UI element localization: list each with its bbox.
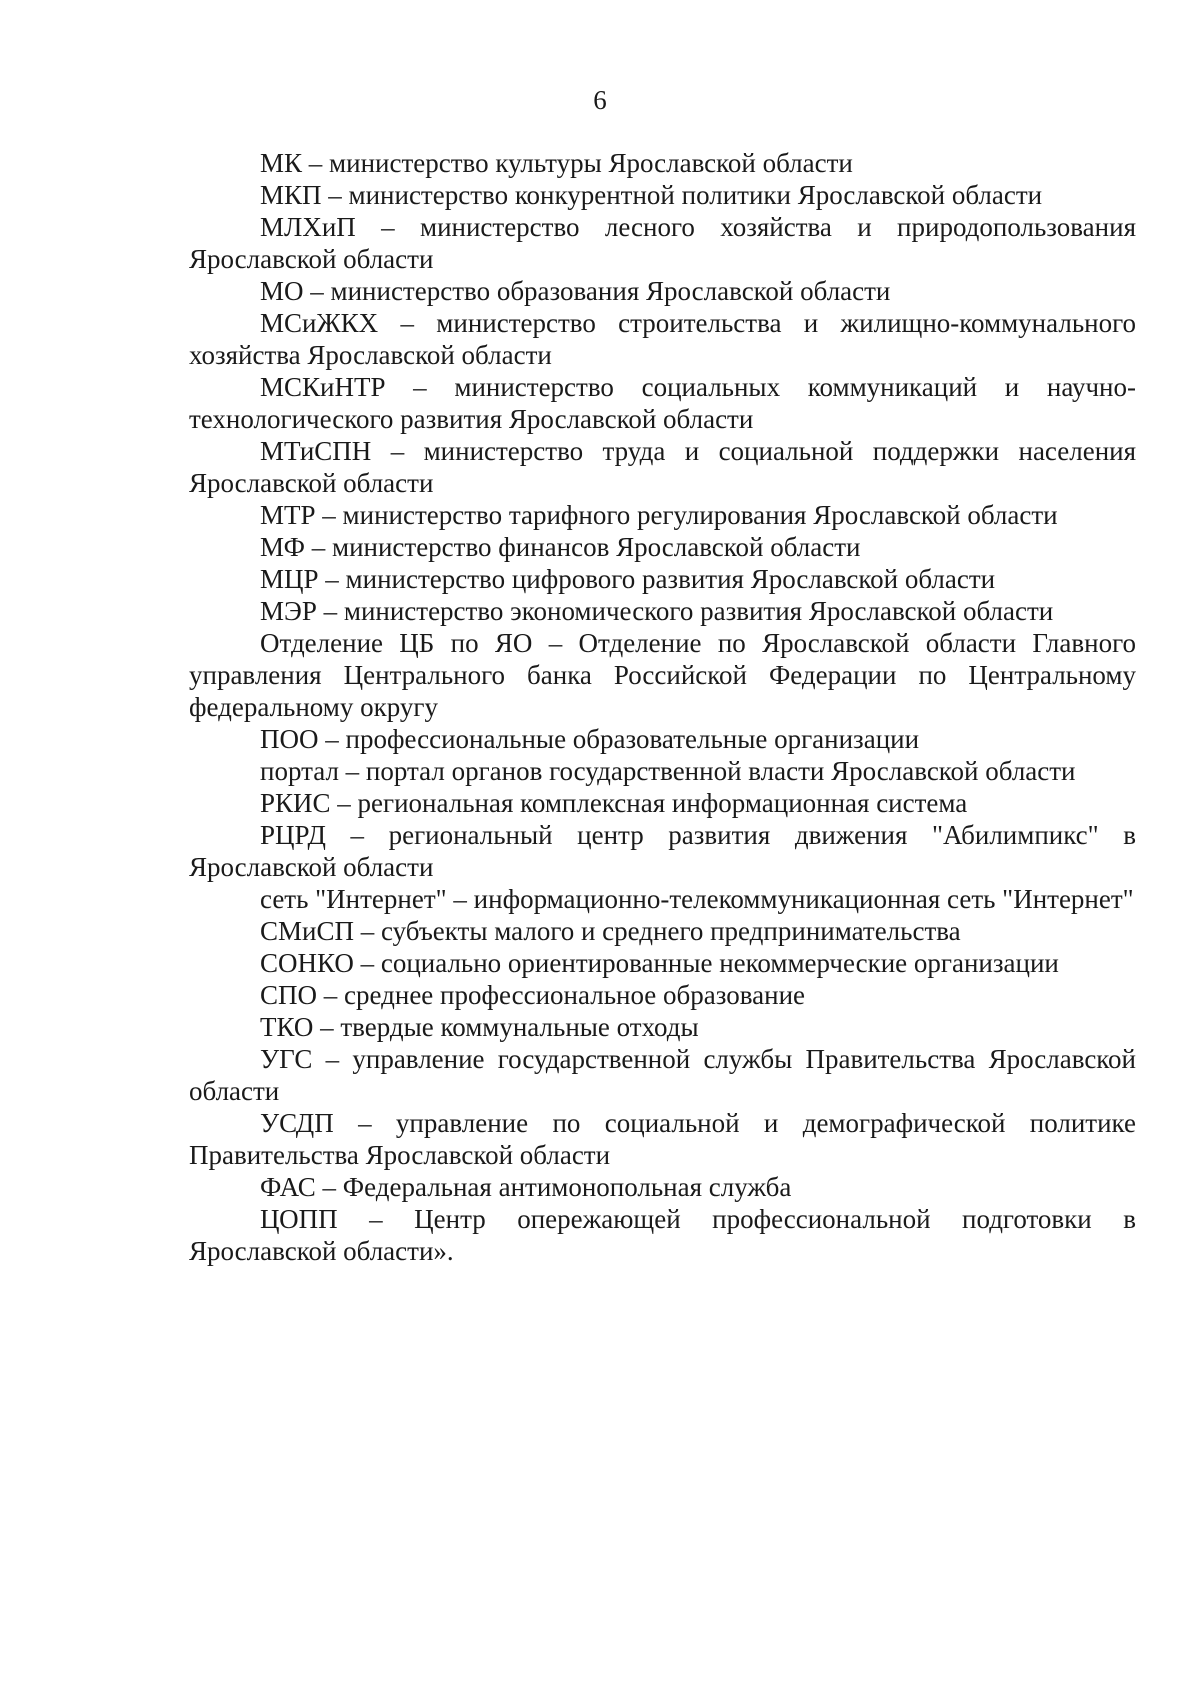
abbreviation: МФ [260,532,305,562]
abbreviation-definition: Федеральная антимонопольная служба [342,1172,792,1202]
abbreviation-definition: профессиональные образовательные организации [345,724,920,754]
page-number: 6 [593,85,607,115]
entry-separator: – [446,884,474,914]
entry-separator: – [385,372,455,402]
abbreviation-definition: министерство конкурентной политики Ярославской области [348,180,1043,210]
abbreviation: ЦОПП [260,1204,338,1234]
abbreviation-definition: министерство тарифного регулирования Ярославской области [342,500,1058,530]
entry-separator: – [317,980,345,1010]
entry-separator: – [333,1108,396,1138]
abbreviation-definition: министерство социальных коммуникаций и научно-технологического развития Ярославской области [189,372,1137,434]
abbreviation-entry [189,1203,1136,1267]
entry-separator: – [302,148,330,178]
abbreviation: РКИС [260,788,331,818]
abbreviation-definition: министерство культуры Ярославской области [329,148,853,178]
abbreviation-entry [189,627,1136,723]
abbreviation-definition: министерство образования Ярославской области [330,276,891,306]
abbreviation: МО [260,276,304,306]
entry-separator: – [313,1012,341,1042]
abbreviation-definition: информационно-телекоммуникационная сеть "Интернет" [473,884,1134,914]
entry-separator: – [532,628,579,658]
entry-separator: – [330,788,358,818]
abbreviation-entry [189,531,1136,563]
entry-separator: – [316,596,344,626]
entry-separator: – [378,308,437,338]
abbreviation-entry [189,979,1136,1011]
entry-separator: – [325,820,389,850]
abbreviation-definition: среднее профессиональное образование [344,980,806,1010]
entry-separator: – [353,948,381,978]
entry-separator: – [353,916,381,946]
abbreviation: РЦРД [260,820,326,850]
abbreviation: МЛХиП [260,212,356,242]
abbreviation: МЦР [260,564,319,594]
abbreviation: УСДП [260,1108,334,1138]
abbreviation-entry [189,371,1136,435]
abbreviation-definition: управление государственной службы Правительства Ярославской области [189,1044,1136,1106]
abbreviation: МТиСПН [260,436,372,466]
abbreviation-entry [189,915,1136,947]
entry-separator: – [338,756,366,786]
abbreviation-entry [189,435,1136,499]
abbreviation-entry [189,147,1136,179]
abbreviation-entry [189,1107,1136,1171]
abbreviation: СОНКО [260,948,354,978]
abbreviation-list [189,147,1136,1267]
abbreviation-entry [189,947,1136,979]
abbreviation-definition: министерство строительства и жилищно-коммунального хозяйства Ярославской области [189,308,1136,370]
abbreviation: УГС [260,1044,313,1074]
abbreviation-definition: субъекты малого и среднего предпринимательства [380,916,961,946]
abbreviation: МЭР [260,596,317,626]
abbreviation-entry [189,179,1136,211]
abbreviation-entry [189,883,1136,915]
entry-separator: – [315,500,343,530]
abbreviation-entry [189,595,1136,627]
entry-separator: – [355,212,420,242]
abbreviation-entry [189,1043,1136,1107]
abbreviation: ФАС [260,1172,316,1202]
abbreviation: портал [260,756,339,786]
entry-separator: – [371,436,424,466]
abbreviation-entry [189,211,1136,275]
abbreviation-definition: Отделение по Ярославской области Главного управления Центрального банка Российской Федерации по Центральному федеральному округу [189,628,1136,722]
abbreviation-definition: министерство цифрового развития Ярославской области [345,564,996,594]
abbreviation-definition: министерство лесного хозяйства и природопользования Ярославской области [189,212,1136,274]
abbreviation-entry [189,1171,1136,1203]
abbreviation-definition: министерство экономического развития Ярославской области [343,596,1054,626]
abbreviation-entry [189,787,1136,819]
entry-separator: – [303,276,331,306]
abbreviation-entry [189,723,1136,755]
abbreviation-entry [189,499,1136,531]
abbreviation-entry [189,275,1136,307]
abbreviation: МТР [260,500,316,530]
abbreviation-definition: управление по социальной и демографической политике Правительства Ярославской области [189,1108,1136,1170]
abbreviation-definition: твердые коммунальные отходы [340,1012,699,1042]
abbreviation-definition: Центр опережающей профессиональной подготовки в Ярославской области». [189,1204,1136,1266]
abbreviation: Отделение ЦБ по ЯО [260,628,533,658]
entry-separator: – [337,1204,415,1234]
abbreviation-definition: социально ориентированные некоммерческие организации [380,948,1059,978]
abbreviation-definition: региональный центр развития движения "Абилимпикс" в Ярославской области [189,820,1137,882]
entry-separator: – [304,532,332,562]
entry-separator: – [312,1044,353,1074]
abbreviation: МСКиНТР [260,372,386,402]
abbreviation: МСиЖКХ [260,308,379,338]
abbreviation: СМиСП [260,916,354,946]
abbreviation: СПО [260,980,318,1010]
entry-separator: – [318,724,346,754]
abbreviation-definition: министерство труда и социальной поддержки населения Ярославской области [189,436,1137,498]
abbreviation: ТКО [260,1012,314,1042]
abbreviation: сеть "Интернет" [260,884,447,914]
abbreviation-definition: региональная комплексная информационная система [357,788,968,818]
abbreviation: МКП [260,180,322,210]
entry-separator: – [318,564,346,594]
abbreviation-entry [189,1011,1136,1043]
abbreviation-entry [189,563,1136,595]
entry-separator: – [321,180,349,210]
abbreviation-definition: портал органов государственной власти Ярославской области [365,756,1076,786]
abbreviation-definition: министерство финансов Ярославской области [331,532,861,562]
abbreviation: ПОО [260,724,319,754]
entry-separator: – [315,1172,343,1202]
abbreviation-entry [189,755,1136,787]
abbreviation-entry [189,819,1136,883]
abbreviation-entry [189,307,1136,371]
abbreviation: МК [260,148,303,178]
